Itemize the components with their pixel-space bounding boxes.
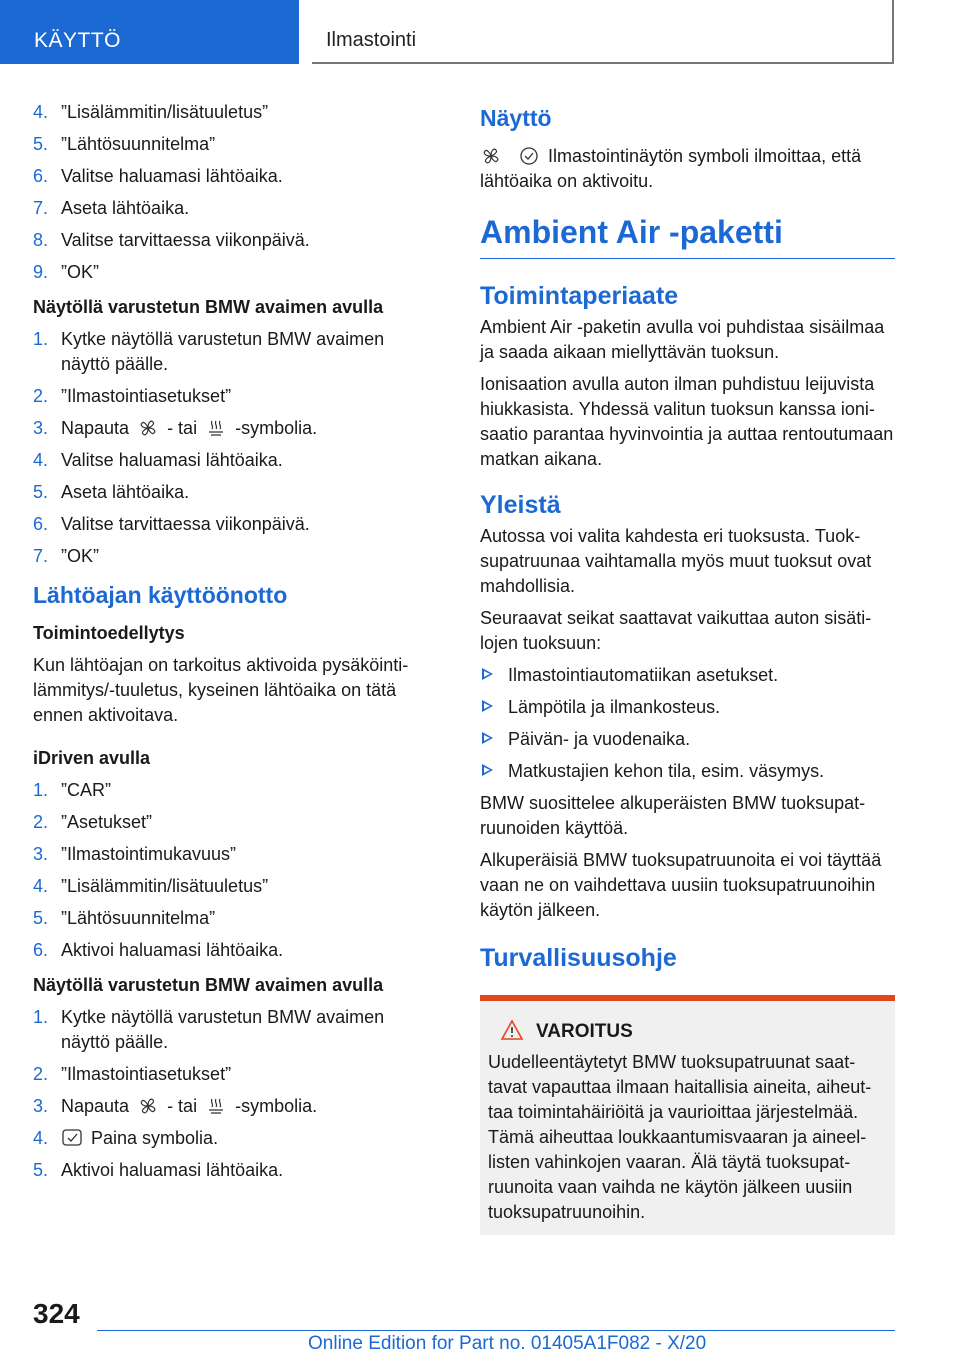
list-item: 6. Valitse haluamasi lähtöaika. <box>33 166 283 186</box>
general-text-4: Alkuperäisiä BMW tuoksupatruunoita ei voi täyttää vaan ne on vaihdettava uusiin tuoksupatruunoihin käytön jälkeen. <box>480 850 882 920</box>
list-item: 8. Valitse tarvittaessa viikonpäivä. <box>33 230 310 250</box>
list-item: 4. Valitse haluamasi lähtöaika. <box>33 450 283 470</box>
prereq-text: Kun lähtöajan on tarkoitus aktivoida pysäköintilämmitys/-tuuletus, kyseinen lähtöaika on tätä ennen aktivoitava. <box>33 655 409 725</box>
general-text-3: BMW suosittelee alkuperäisten BMW tuoksupatruunoiden käyttöä. <box>480 793 866 838</box>
list-item: 2. ”Ilmastointiasetukset” <box>33 1064 232 1084</box>
factors-list <box>480 663 895 784</box>
right-column <box>480 104 895 1235</box>
list-item: 2. ”Asetukset” <box>33 812 153 832</box>
list-item: 5. ”Lähtösuunnitelma” <box>33 908 216 928</box>
confirm-icon <box>61 1128 83 1148</box>
page-number: 324 <box>33 1298 80 1329</box>
steps-list-1 <box>33 100 428 285</box>
heat-icon <box>205 1096 227 1116</box>
prereq-title: Toimintoedellytys <box>33 623 185 643</box>
list-item: 5. ”Lähtösuunnitelma” <box>33 134 216 154</box>
list-item: 6. Valitse tarvittaessa viikonpäivä. <box>33 514 310 534</box>
list-item: 5. Aktivoi haluamasi lähtöaika. <box>33 1160 284 1180</box>
list-item: Lämpötila ja ilmankosteus. <box>480 695 895 720</box>
fan-icon <box>137 1096 159 1116</box>
footer-divider <box>97 1330 895 1331</box>
header-chapter-tab <box>312 0 894 64</box>
list-item: 7. ”OK” <box>33 546 99 566</box>
heading-principle: Toimintaperiaate <box>480 282 679 310</box>
fan-icon <box>137 418 159 438</box>
heat-icon <box>205 418 227 438</box>
clock-check-icon <box>518 146 540 166</box>
bullet-triangle-icon <box>482 700 493 712</box>
left-column <box>33 100 428 1190</box>
list-item: 3. Napauta - tai -symbolia. <box>33 1096 318 1116</box>
subheading-key-2: Näytöllä varustetun BMW avaimen avulla <box>33 975 384 995</box>
list-item: 9. ”OK” <box>33 262 99 282</box>
heading-display: Näyttö <box>480 105 552 131</box>
list-item: 4. ”Lisälämmitin/lisätuuletus” <box>33 876 269 896</box>
list-item: 1. ”CAR” <box>33 780 111 800</box>
bullet-triangle-icon <box>482 732 493 744</box>
list-item: Päivän- ja vuodenaika. <box>480 727 895 752</box>
warning-title: VAROITUS <box>488 1019 887 1044</box>
list-item: 5. Aseta lähtöaika. <box>33 482 190 502</box>
list-item: 3. ”Ilmastointimukavuus” <box>33 844 237 864</box>
steps-list-3 <box>33 778 428 963</box>
heading-ambient-air: Ambient Air -paketti <box>480 212 895 259</box>
general-text-1: Autossa voi valita kahdesta eri tuoksusta. Tuoksupatruunaa vaihtamalla myös muut tuoksut ovat mahdollisia. <box>480 526 872 596</box>
heading-general: Yleistä <box>480 491 561 519</box>
general-text-2: Seuraavat seikat saattavat vaikuttaa auton sisätilojen tuoksuun: <box>480 608 872 653</box>
header-chapter-label: Ilmastointi <box>326 29 417 51</box>
principle-text-1: Ambient Air -paketin avulla voi puhdistaa sisäilmaa ja saada aikaan miellyttävän tuoksun. <box>480 317 885 362</box>
warning-triangle-icon <box>500 1019 524 1041</box>
list-item: 1. Kytke näytöllä varustetun BMW avaimen näyttö päälle. <box>33 1007 385 1052</box>
list-item: 4. ”Lisälämmitin/lisätuuletus” <box>33 102 269 122</box>
subheading-key-1: Näytöllä varustetun BMW avaimen avulla <box>33 297 384 317</box>
display-text: Ilmastointinäytön symboli ilmoittaa, että lähtöaika on aktivoitu. <box>480 146 862 191</box>
heading-start-time: Lähtöajan käyttöönotto <box>33 582 288 608</box>
heading-safety: Turvallisuusohje <box>480 944 677 972</box>
header-section-label: KÄYTTÖ <box>34 29 122 52</box>
warning-text: Uudelleentäytetyt BMW tuoksupatruunat saattavat vapauttaa ilmaan haitallisia aineita, aiheuttaa toimintahäiriöitä ja vaurioittaa järjestelmää. Tämä aiheuttaa loukkaantumisvaaran ja aineellisten vahinkojen vaaran. Älä täytä tuoksupatruunoita vaan vaihda ne käytön jälkeen uusiin tuoksupatruunoihin. <box>488 1052 872 1222</box>
fan-icon <box>480 146 502 166</box>
warning-box <box>480 995 895 1235</box>
list-item: Matkustajien kehon tila, esim. väsymys. <box>480 759 895 784</box>
steps-list-2 <box>33 327 428 441</box>
principle-text-2: Ionisaation avulla auton ilman puhdistuu leijuvista hiukkasista. Yhdessä valitun tuoksun kanssa ionisaatio parantaa hyvinvointia ja auttaa rentoutumaan matkan aikana. <box>480 374 894 469</box>
steps-list-4 <box>33 1005 428 1183</box>
list-item: Ilmastointiautomatiikan asetukset. <box>480 663 895 688</box>
header-section-tab <box>0 0 299 64</box>
list-item: 2. ”Ilmastointiasetukset” <box>33 386 232 406</box>
bullet-triangle-icon <box>482 764 493 776</box>
list-item: 6. Aktivoi haluamasi lähtöaika. <box>33 940 284 960</box>
steps-list-2-continued <box>33 448 428 569</box>
footer-edition: Online Edition for Part no. 01405A1F082 - X/20 <box>308 1333 707 1354</box>
subheading-idrive: iDriven avulla <box>33 748 151 768</box>
list-item: 7. Aseta lähtöaika. <box>33 198 190 218</box>
list-item: 4. Paina symbolia. <box>33 1128 219 1148</box>
list-item: 1. Kytke näytöllä varustetun BMW avaimen näyttö päälle. <box>33 329 385 374</box>
bullet-triangle-icon <box>482 668 493 680</box>
list-item: 3. Napauta - tai -symbolia. <box>33 418 318 438</box>
